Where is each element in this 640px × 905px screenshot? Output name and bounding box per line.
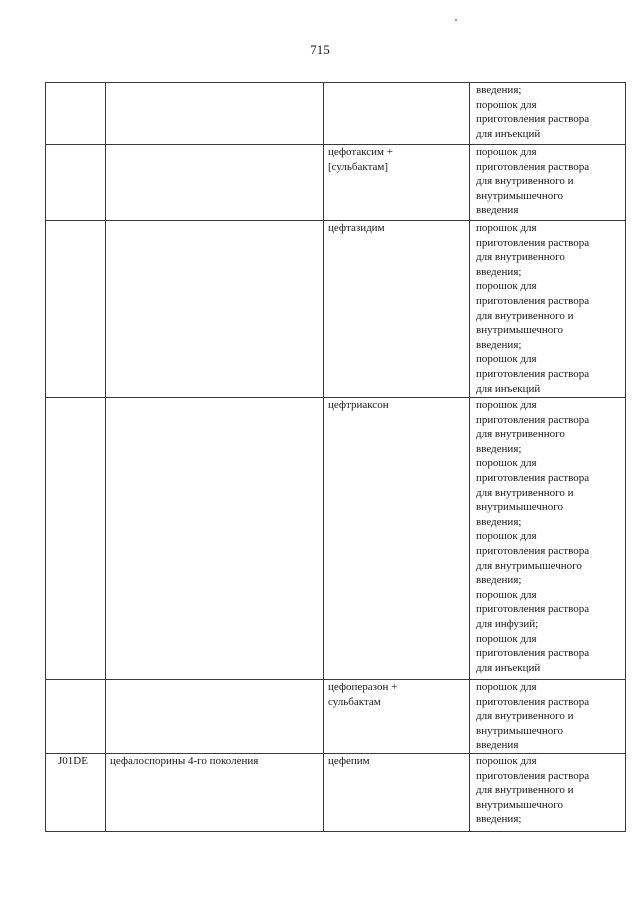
- scan-artifact-dot: [455, 19, 457, 21]
- atc-code-cell: J01DE: [46, 753, 106, 831]
- drug-name-cell: цефепим: [324, 753, 470, 831]
- drug-name-cell: цефтазидим: [324, 221, 470, 398]
- dosage-form-cell: порошок для приготовления раствора для внутривенного введения; порошок для приготовления раствора для внутривенного и внутримышечного введения; порошок для приготовления раствора для инъекций: [470, 221, 626, 398]
- drug-name-cell: цефтриаксон: [324, 398, 470, 680]
- group-name-cell: [106, 83, 324, 145]
- atc-code-cell: [46, 145, 106, 221]
- group-name-cell: цефалоспорины 4-го поколения: [106, 753, 324, 831]
- dosage-form-cell: введения; порошок для приготовления раствора для инъекций: [470, 83, 626, 145]
- group-name-cell: [106, 145, 324, 221]
- drug-table: [45, 82, 626, 832]
- atc-code-cell: [46, 83, 106, 145]
- table-row: [46, 680, 626, 754]
- table-row: [46, 753, 626, 831]
- dosage-form-cell: порошок для приготовления раствора для внутривенного введения; порошок для приготовления раствора для внутривенного и внутримышечного введения; порошок для приготовления раствора для внутримышечного введения; порошок для приготовления раствора для инфузий; порошок для приготовления раствора для инъекций: [470, 398, 626, 680]
- group-name-cell: [106, 680, 324, 754]
- atc-code-cell: [46, 680, 106, 754]
- group-name-cell: [106, 221, 324, 398]
- dosage-form-cell: порошок для приготовления раствора для внутривенного и внутримышечного введения;: [470, 753, 626, 831]
- drug-name-cell: [324, 83, 470, 145]
- atc-code-cell: [46, 398, 106, 680]
- table-row: [46, 221, 626, 398]
- dosage-form-cell: порошок для приготовления раствора для внутривенного и внутримышечного введения: [470, 145, 626, 221]
- group-name-cell: [106, 398, 324, 680]
- drug-name-cell: цефоперазон + сульбактам: [324, 680, 470, 754]
- page-number: 715: [310, 42, 330, 57]
- table-row: [46, 145, 626, 221]
- table-row: [46, 398, 626, 680]
- table-row: [46, 83, 626, 145]
- dosage-form-cell: порошок для приготовления раствора для внутривенного и внутримышечного введения: [470, 680, 626, 754]
- atc-code-cell: [46, 221, 106, 398]
- drug-name-cell: цефотаксим + [сульбактам]: [324, 145, 470, 221]
